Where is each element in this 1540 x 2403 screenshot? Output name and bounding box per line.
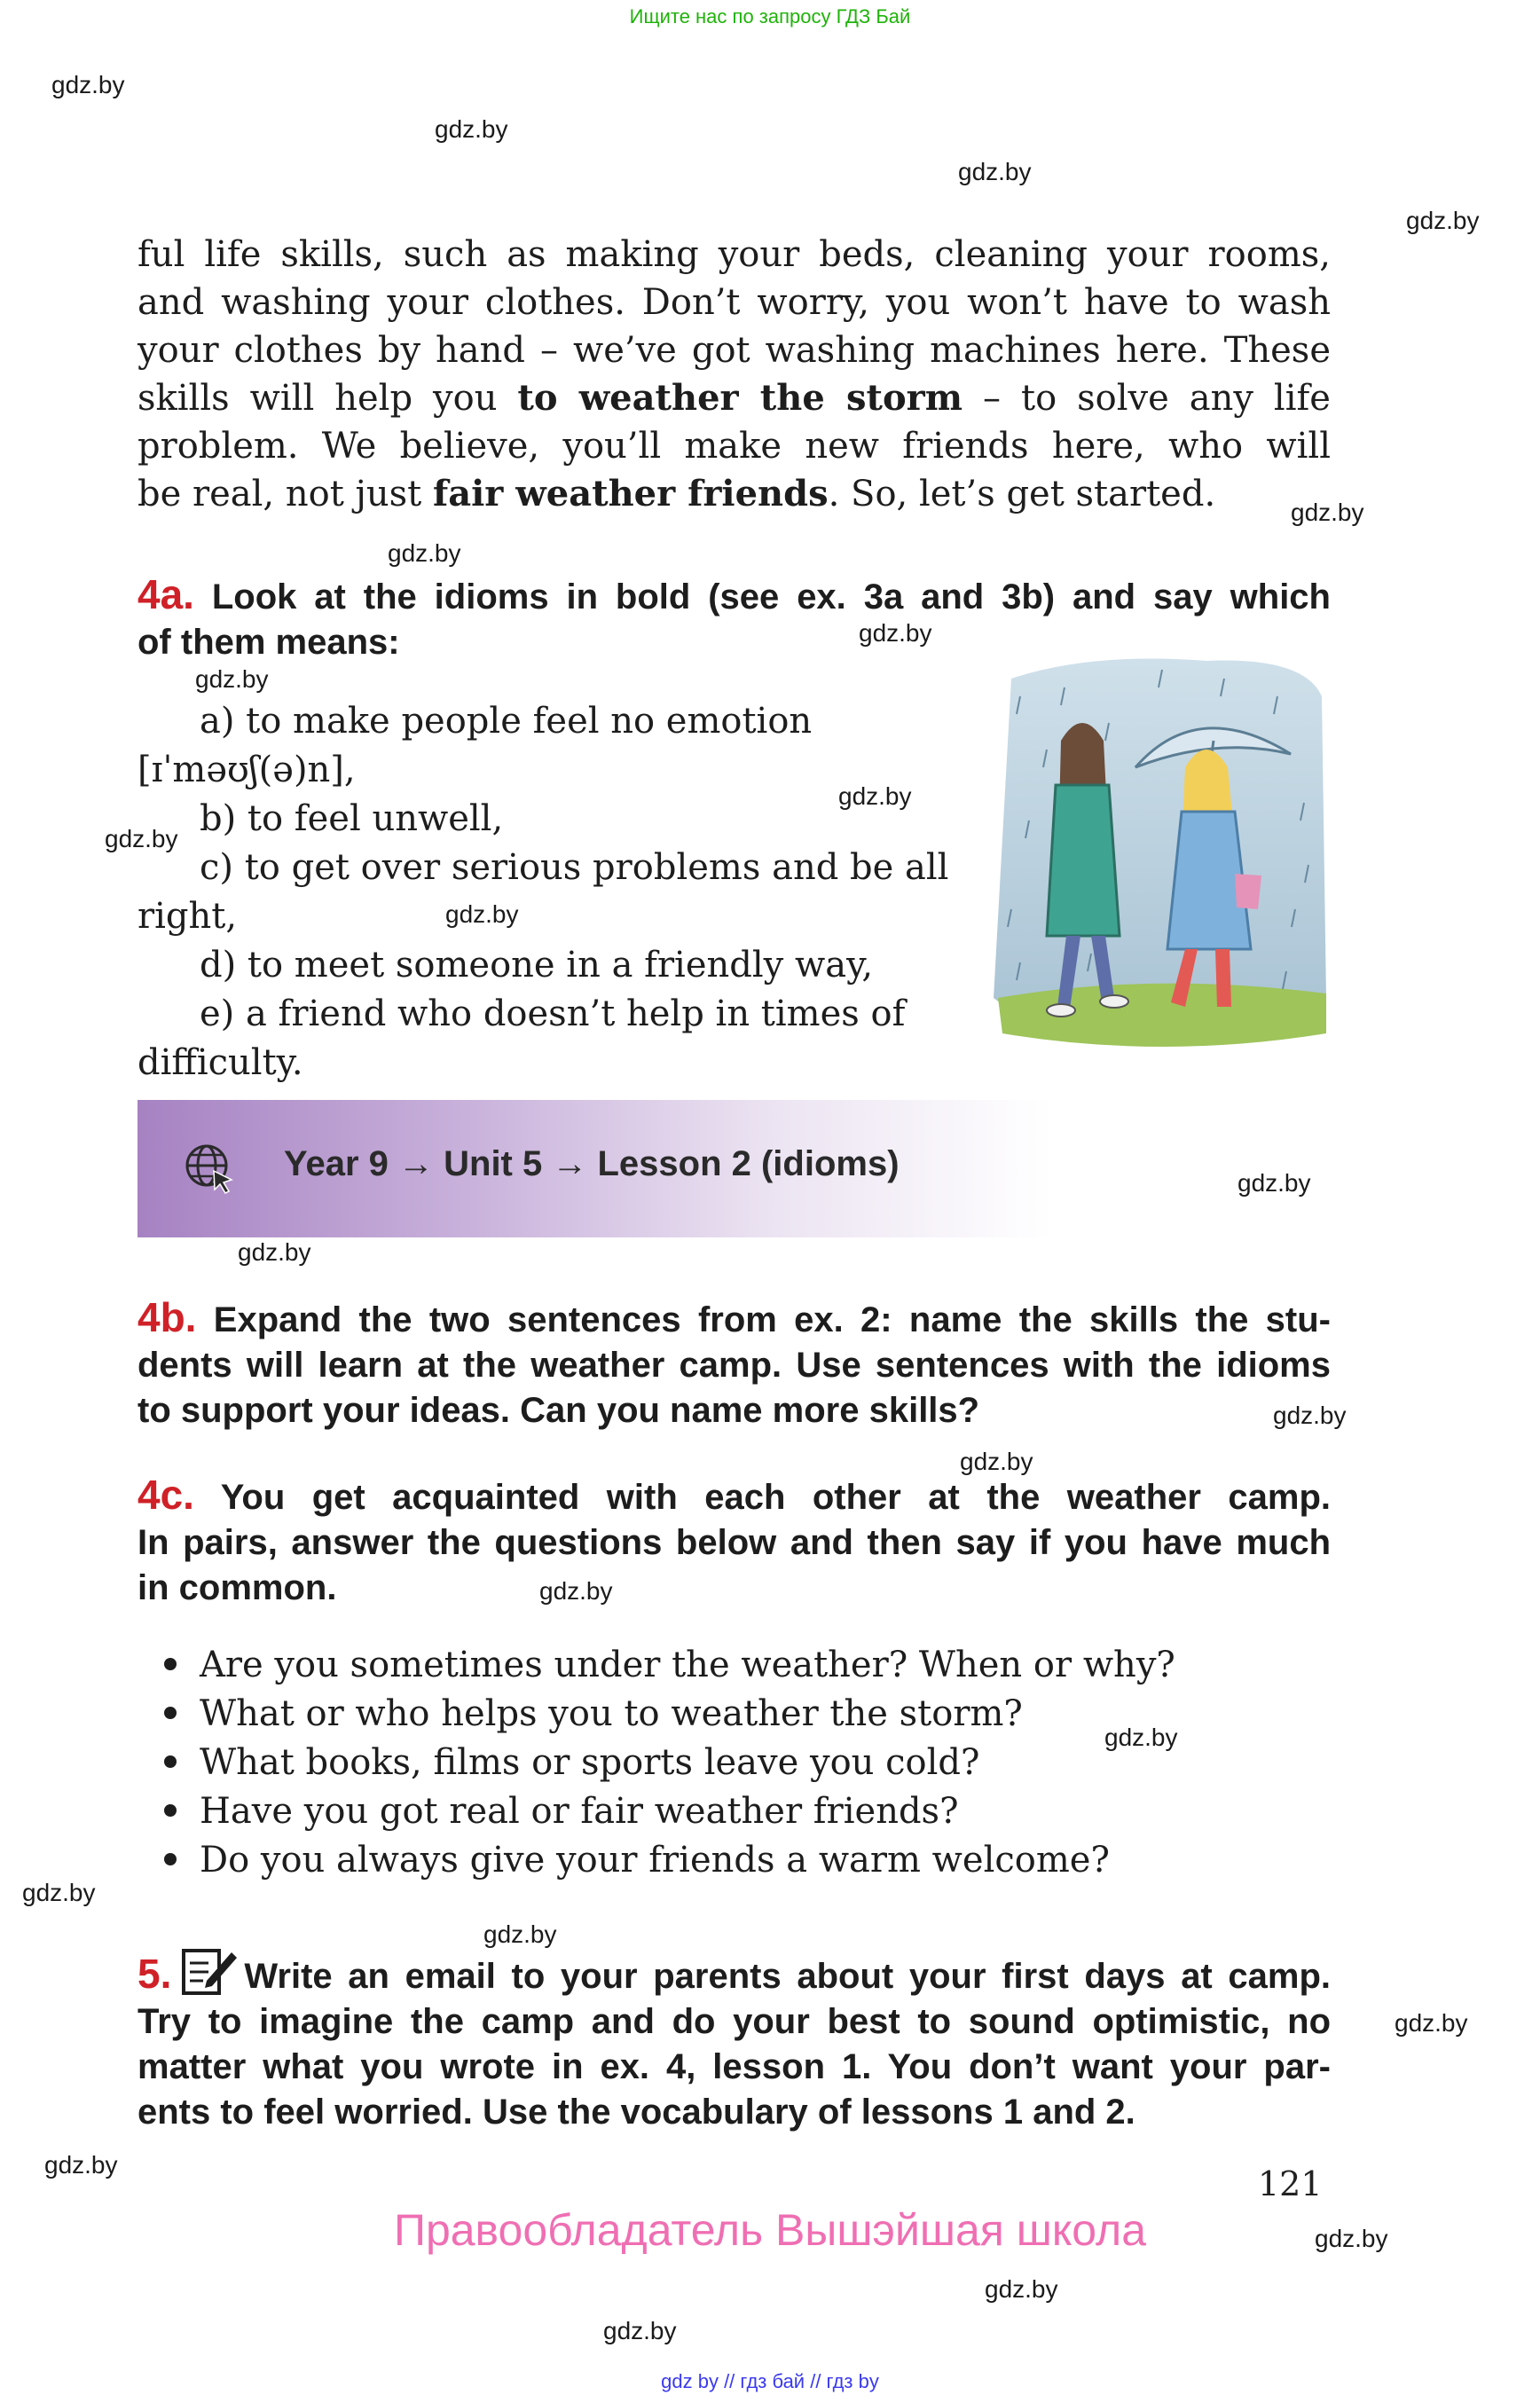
watermark: gdz.by [238,1238,311,1266]
watermark: gdz.by [1273,1402,1347,1429]
watermark: gdz.by [859,619,932,647]
lesson-link-banner[interactable] [138,1100,1051,1237]
exercise-5 [138,1947,1331,2135]
watermark: gdz.by [445,900,519,928]
watermark: gdz.by [22,1879,96,1906]
globe-cursor-icon [184,1143,237,1196]
watermark: gdz.by [1315,2225,1388,2252]
text-line: ents to feel worried. Use the vocabulary of lessons 1 and 2. [138,2093,1135,2132]
exercise-number: 4a. [138,571,194,617]
text-line: matter what you wrote in ex. 4, lesson 1. You don’t want your par- [138,2047,1331,2086]
watermark: gdz.by [1395,2009,1468,2037]
option-c-cont: right, [138,896,238,937]
text-line: In pairs, answer the questions below and then say if you have much [138,1523,1331,1562]
lesson-link-text[interactable]: Year 9 → Unit 5 → Lesson 2 (idioms) [284,1144,900,1183]
watermark: gdz.by [1291,499,1364,526]
text-segment: skills will help you [138,378,498,419]
text-segment: – to solve any life [983,378,1331,419]
exercise-4c [138,1472,1331,1611]
text-line: in common. [138,1568,337,1607]
watermark: gdz.by [838,782,912,810]
option-a-transcription: [ɪˈməʊʃ(ə)n], [138,750,356,790]
exercise-4b [138,1295,1331,1433]
text-line [138,470,1331,518]
exercise-number: 5. [138,1951,172,1997]
watermark: gdz.by [483,1920,557,1948]
text-line: ful life skills, such as making your beds, cleaning your rooms, [138,234,1331,275]
text-line: and washing your clothes. Don’t worry, you won’t have to wash [138,282,1331,323]
text-segment: You get acquainted with each other at the weather camp. [220,1478,1331,1517]
text-line: to support your ideas. Can you name more skills? [138,1391,980,1430]
watermark: gdz.by [960,1448,1033,1475]
option-a: a) to make people feel no emotion [200,701,813,742]
text-segment: be real, not just [138,474,422,514]
watermark: gdz.by [51,71,125,98]
list-item: Are you sometimes under the weather? When or why? [200,1641,1175,1689]
grass [998,984,1326,1047]
list-item: Do you always give your friends a warm welcome? [200,1836,1110,1884]
text-segment: Expand the two sentences from ex. 2: name the skills the stu- [213,1300,1331,1339]
text-line: dents will learn at the weather camp. Use sentences with the idioms [138,1346,1331,1385]
list-item: Have you got real or fair weather friends? [200,1787,959,1835]
intro-paragraph [138,231,1331,518]
text-line: Try to imagine the camp and do your best to sound optimistic, no [138,2002,1331,2041]
copyright-holder: Правообладатель Вышэйшая школа [394,2205,1146,2255]
watermark: gdz.by [195,665,269,693]
idiom-bold: to weather the storm [517,377,963,419]
watermark: gdz.by [958,158,1032,185]
text-segment: . So, let’s get started. [828,474,1216,514]
option-b: b) to feel unwell, [200,798,504,839]
option-c: c) to get over serious problems and be all [200,847,949,888]
bullet-icon [164,1658,177,1670]
option-d: d) to meet someone in a friendly way, [200,945,874,986]
idiom-bold: fair weather friends [432,473,829,514]
text-line [138,572,1331,620]
watermark: gdz.by [985,2275,1058,2303]
text-line: of them means: [138,623,400,662]
rain-girls-illustration [985,643,1331,1064]
rain-background [994,659,1326,1027]
write-note-icon [177,1947,239,1997]
option-e-cont: difficulty. [138,1042,303,1083]
page-number: 121 [1258,2164,1323,2203]
text-segment: Look at the idioms in bold (see ex. 3a and 3b) and say which [211,577,1331,616]
watermark: gdz.by [435,115,508,143]
footer-links[interactable]: gdz by // гдз бай // гдз by [661,2370,879,2392]
watermark: gdz.by [539,1577,613,1605]
bullet-icon [164,1804,177,1817]
list-item: What or who helps you to weather the storm? [200,1690,1023,1738]
bullet-icon [164,1853,177,1865]
list-item: What books, films or sports leave you cold? [200,1739,979,1787]
watermark: gdz.by [105,825,178,852]
watermark: gdz.by [1238,1169,1311,1197]
watermark: gdz.by [603,2317,677,2344]
bullet-icon [164,1707,177,1719]
watermark: gdz.by [388,539,461,567]
exercise-number: 4c. [138,1472,194,1518]
bullet-icon [164,1755,177,1768]
exercise-number: 4b. [138,1294,197,1340]
text-line [138,1295,1331,1343]
text-line [138,1472,1331,1520]
watermark: gdz.by [1406,207,1480,234]
top-banner-text[interactable]: Ищите нас по запросу ГДЗ Бай [629,5,911,27]
text-line [138,374,1331,422]
option-e: e) a friend who doesn’t help in times of [200,993,906,1034]
text-line: problem. We believe, you’ll make new friends here, who will [138,426,1331,467]
text-line: your clothes by hand – we’ve got washing machines here. These [138,330,1331,371]
text-segment: Write an email to your parents about your first days at camp. [244,1957,1331,1996]
text-line [138,1947,1331,1999]
watermark: gdz.by [44,2151,118,2179]
watermark: gdz.by [1104,1724,1178,1751]
